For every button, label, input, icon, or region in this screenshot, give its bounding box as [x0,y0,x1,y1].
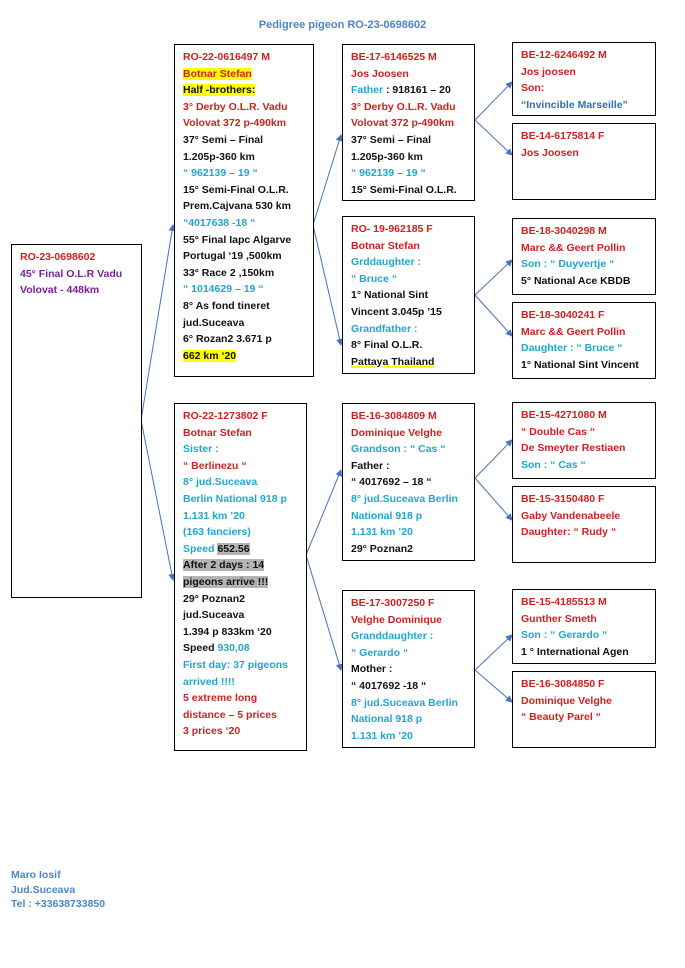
sire-line: 3° Derby O.L.R. Vadu [183,100,288,113]
sd-line: Grandfather : [351,322,418,335]
ddd-box [512,671,656,748]
sire-owner: Botnar Stefan [183,67,252,80]
sd-line: 8° Final O.L.R. [351,339,423,352]
ss-line: Volovat 372 p-490km [351,117,455,130]
dam-line: 29° Poznan2 [183,592,245,605]
dss-name: “ Double Cas “ [521,425,596,438]
sdd-owner: Marc && Geert Pollin [521,325,626,338]
sds-ring: BE-18-3040298 M [521,225,607,237]
ss-father-value: : 918161 – 20 [383,84,451,97]
dss-owner: De Smeyter Restiaen [521,442,626,455]
dd-line: Mother : [351,663,393,676]
sss-box [512,42,656,116]
ds-line: “ 4017692 – 18 “ [351,476,432,489]
ddd-owner: Dominique Velghe [521,694,613,707]
dam-owner: Botnar Stefan [183,426,252,439]
sd-ring: RO- 19-962185 F [351,223,433,235]
contact-footer [11,868,105,912]
sire-line: Portugal ‘19 ,500km [183,250,282,263]
ds-ring: BE-16-3084809 M [351,410,437,422]
dam-speed2: 930,08 [217,642,250,655]
sire-sire-box [342,44,475,201]
sds-box [512,218,656,295]
sdd-box [512,302,656,379]
dam-line: 5 extreme long [183,692,258,705]
subject-ring: RO-23-0698602 [20,251,96,263]
dam-dam-box [342,590,475,748]
ds-owner: Dominique Velghe [351,426,443,439]
sss-ring: BE-12-6246492 M [521,49,607,61]
sire-dam-box [342,216,475,374]
sds-line: Son : “ Duyvertje “ [521,258,615,271]
sire-line: 37° Semi – Final [183,133,264,146]
dam-line: First day: 37 pigeons [183,658,289,671]
ss-line: 15° Semi-Final O.L.R. [351,183,457,196]
ss-line: 37° Semi – Final [351,133,432,146]
ds-line: 29° Poznan2 [351,542,413,555]
dam-ring: RO-22-1273802 F [183,410,268,422]
dd-line: 8° jud.Suceava Berlin [351,696,458,709]
dsd-box [512,486,656,563]
ddd-ring: BE-16-3084850 F [521,678,605,690]
sds-owner: Marc && Geert Pollin [521,241,626,254]
sire-ring: RO-22-0616497 M [183,51,270,63]
sire-line: 33° Race 2 ,150km [183,266,275,279]
dam-line: Berlin National 918 p [183,492,287,505]
dds-ring: BE-15-4185513 M [521,596,607,608]
ss-line: 1.205p-360 km [351,150,423,163]
dds-line: Son : “ Gerardo “ [521,629,608,642]
sdd-line: 1° National Sint Vincent [521,358,639,371]
sire-line: 8° As fond tineret [183,299,270,312]
sire-line: Prem.Cajvana 530 km [183,200,291,213]
subject-result: 45° Final O.L.R Vadu [20,267,123,280]
ss-owner: Jos Joosen [351,67,409,80]
dam-speed: 652.56 [217,542,250,555]
sire-box [174,44,314,377]
ds-line: 8° jud.Suceava Berlin [351,492,458,505]
dam-line: 3 prices ‘20 [183,725,241,738]
dam-relation: Sister : [183,443,219,456]
dsd-owner: Gaby Vandenabeele [521,509,621,522]
sire-line: jud.Suceava [183,316,245,329]
dam-line: distance – 5 prices [183,708,277,721]
dd-line: “ 4017692 -18 “ [351,679,427,692]
sire-line: 662 km ‘20 [183,349,237,362]
sire-line: 1.205p-360 km [183,150,255,163]
dss-box [512,402,656,479]
ddd-line: “ Beauty Parel “ [521,711,601,724]
ss-father-label: Father [351,84,384,97]
dsd-line: Daughter: “ Rudy “ [521,526,617,539]
sss-owner: Jos joosen [521,65,576,78]
dam-line: 1.131 km ’20 [183,509,245,522]
sdd-ring: BE-18-3040241 F [521,309,605,321]
sire-line: 15° Semi-Final O.L.R. [183,183,289,196]
dam-speed2-label: Speed [183,642,218,655]
dam-box [174,403,307,751]
dam-name: “ Berlinezu “ [183,459,247,472]
dds-line: 1 ° International Agen [521,645,629,658]
sd-line: Grddaughter : [351,256,421,269]
dam-line: (163 fanciers) [183,526,251,539]
ss-line: “ 962139 – 19 “ [351,167,426,180]
sd-owner: Botnar Stefan [351,239,420,252]
dss-line: Son : “ Cas “ [521,458,586,471]
contact-phone: Tel : +33638733850 [11,898,106,910]
sd-line: Vincent 3.045p ’15 [351,305,442,318]
contact-region: Jud.Suceava [11,883,76,896]
sdd-line: Daughter : “ Bruce “ [521,342,623,355]
dam-line: After 2 days : 14 [183,559,265,572]
sds-line: 5° National Ace KBDB [521,274,631,287]
ssd-owner: Jos Joosen [521,146,579,159]
sd-line: Pattaya Thailand [351,355,435,368]
ssd-ring: BE-14-6175814 F [521,130,605,142]
dd-line: 1.131 km ’20 [351,729,413,742]
ss-ring: BE-17-6146525 M [351,51,437,63]
dsd-ring: BE-15-3150480 F [521,493,605,505]
dd-owner: Velghe Dominique [351,613,443,626]
dam-line: arrived !!!! [183,675,235,688]
sire-line: “ 1014629 – 19 “ [183,283,264,296]
dds-owner: Gunther Smeth [521,612,597,625]
sss-line: “Invincible Marseille” [521,98,628,111]
dam-line: 1.394 p 833km ‘20 [183,625,272,638]
sire-line: “ 962139 – 19 “ [183,167,258,180]
page-title: Pedigree pigeon RO-23-0698602 [258,19,427,31]
dss-ring: BE-15-4271080 M [521,409,607,421]
sd-line: “ Bruce “ [351,272,398,285]
ds-line: National 918 p [351,509,423,522]
ds-line: Father : [351,459,390,472]
sss-line: Son: [521,82,545,95]
contact-name: Maro Iosif [11,869,61,881]
dam-sire-box [342,403,475,561]
sire-relation: Half -brothers: [183,84,256,97]
dd-line: Granddaughter : [351,630,434,643]
dam-line: 8° jud.Suceava [183,476,258,489]
dam-line: pigeons arrive !!! [183,575,269,588]
dds-box [512,589,656,664]
dam-line: jud.Suceava [183,609,245,622]
sd-line: 1° National Sint [351,289,429,302]
dam-speed-label: Speed [183,542,218,555]
ds-line: Grandson : “ Cas “ [351,443,446,456]
subject-pigeon-box [11,244,142,598]
ds-line: 1.131 km ’20 [351,526,413,539]
ssd-box [512,123,656,200]
sire-line: 55° Final Iapc Algarve [183,233,292,246]
sire-line: 6° Rozan2 3.671 p [183,333,272,346]
sire-line: Volovat 372 p-490km [183,117,287,130]
sire-line: “4017638 -18 “ [183,216,256,229]
ss-line: 3° Derby O.L.R. Vadu [351,100,456,113]
dd-line: “ Gerardo “ [351,646,409,659]
subject-location: Volovat - 448km [20,284,100,297]
dd-line: National 918 p [351,713,423,726]
dd-ring: BE-17-3007250 F [351,597,435,609]
